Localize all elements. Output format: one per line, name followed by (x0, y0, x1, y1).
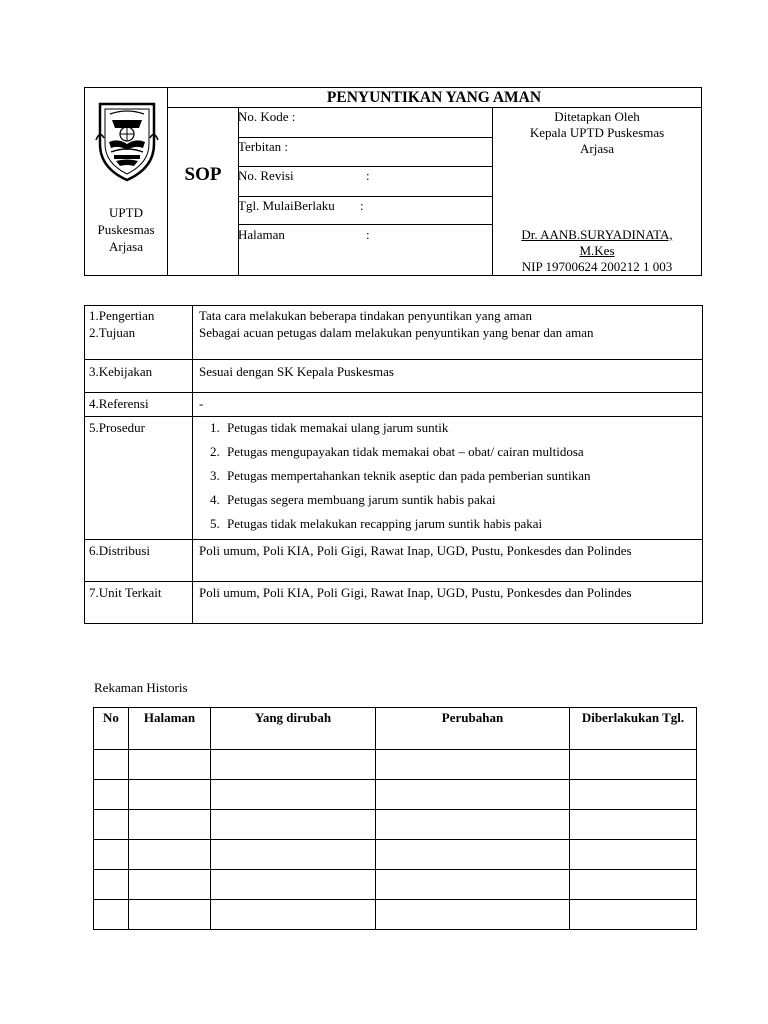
org-name (85, 204, 167, 255)
field-label: No. Revisi (238, 168, 294, 183)
org-name-line: UPTD (109, 205, 143, 220)
table-cell (129, 810, 211, 840)
document-title: PENYUNTIKAN YANG AMAN (326, 89, 542, 106)
signer-block (493, 227, 701, 275)
table-row (94, 780, 697, 810)
table-cell (211, 780, 376, 810)
history-title: Rekaman Historis (94, 680, 188, 695)
table-cell (570, 900, 697, 930)
divider (167, 107, 701, 108)
field-terbitan (238, 139, 288, 155)
row-label: 6.Distribusi (85, 540, 193, 582)
org-name-line: Arjasa (109, 239, 143, 254)
row-label: 3.Kebijakan (85, 360, 193, 393)
table-row (85, 360, 703, 393)
field-label: Halaman (238, 227, 285, 242)
table-cell (94, 780, 129, 810)
procedure-step: 1. Petugas tidak memakai ulang jarum suntik (223, 420, 696, 436)
divider (238, 137, 493, 138)
row-text: Sesuai dengan SK Kepala Puskesmas (193, 360, 703, 393)
column-header: No (94, 708, 129, 750)
field-no-revisi (238, 168, 294, 184)
table-row (85, 393, 703, 417)
table-cell (211, 900, 376, 930)
table-cell (211, 750, 376, 780)
table-row (85, 540, 703, 582)
table-cell (129, 780, 211, 810)
row-text: Tata cara melakukan beberapa tindakan penyuntikan yang aman (193, 306, 703, 325)
table-cell (570, 840, 697, 870)
history-header-row (94, 708, 697, 750)
row-label: 2.Tujuan (85, 324, 193, 360)
divider (238, 224, 493, 225)
table-cell (376, 870, 570, 900)
org-name-line: Puskesmas (97, 222, 155, 237)
table-cell (570, 870, 697, 900)
field-tgl-mulai-berlaku (238, 198, 335, 214)
table-cell (94, 750, 129, 780)
approval-line: Kepala UPTD Puskesmas (529, 125, 665, 140)
history-table (93, 707, 697, 930)
row-text: Poli umum, Poli KIA, Poli Gigi, Rawat Inap, UGD, Pustu, Ponkesdes dan Polindes (193, 582, 703, 624)
divider (238, 107, 239, 275)
table-cell (94, 900, 129, 930)
table-cell (211, 870, 376, 900)
table-cell (94, 810, 129, 840)
table-cell (376, 900, 570, 930)
table-cell (376, 810, 570, 840)
table-cell (129, 870, 211, 900)
procedure-cell (193, 417, 703, 540)
table-row (85, 417, 703, 540)
row-text: - (193, 393, 703, 417)
field-value: : (366, 227, 370, 242)
table-cell (376, 750, 570, 780)
table-cell (129, 900, 211, 930)
approval-line: Ditetapkan Oleh (554, 109, 640, 124)
column-header: Diberlakukan Tgl. (570, 708, 697, 750)
row-label: 5.Prosedur (85, 417, 193, 540)
procedure-list (199, 420, 696, 532)
table-cell (376, 840, 570, 870)
table-row (85, 324, 703, 360)
table-cell (94, 840, 129, 870)
row-label: 7.Unit Terkait (85, 582, 193, 624)
row-text: Sebagai acuan petugas dalam melakukan penyuntikan yang benar dan aman (193, 324, 703, 360)
table-cell (94, 870, 129, 900)
divider (238, 196, 493, 197)
procedure-step: 3. Petugas mempertahankan teknik aseptic dan pada pemberian suntikan (223, 468, 696, 484)
field-label: Tgl. MulaiBerlaku (238, 198, 335, 213)
table-cell (570, 750, 697, 780)
sop-header (84, 87, 702, 276)
approval-block (493, 109, 701, 157)
field-no-kode (238, 109, 295, 125)
table-row (85, 306, 703, 325)
table-cell (376, 780, 570, 810)
sop-label: SOP (184, 164, 222, 185)
row-label: 1.Pengertian (85, 306, 193, 325)
divider (238, 166, 493, 167)
table-cell (211, 810, 376, 840)
table-cell (129, 840, 211, 870)
table-row (94, 900, 697, 930)
field-label: No. Kode : (238, 109, 296, 124)
table-row (94, 870, 697, 900)
procedure-step: 5. Petugas tidak melakukan recapping jarum suntik habis pakai (223, 516, 696, 532)
field-halaman (238, 227, 285, 243)
table-cell (211, 840, 376, 870)
field-value: : (366, 168, 370, 183)
row-label: 4.Referensi (85, 393, 193, 417)
table-row (94, 840, 697, 870)
column-header: Perubahan (376, 708, 570, 750)
approval-line: Arjasa (580, 141, 614, 156)
table-row (94, 810, 697, 840)
table-row (85, 582, 703, 624)
row-text: Poli umum, Poli KIA, Poli Gigi, Rawat Inap, UGD, Pustu, Ponkesdes dan Polindes (193, 540, 703, 582)
regency-emblem-logo (94, 100, 160, 184)
signer-title: M.Kes (579, 243, 615, 258)
field-label: Terbitan : (238, 139, 288, 154)
sop-content-table (84, 305, 703, 624)
signer-nip: NIP 19700624 200212 1 003 (521, 259, 673, 274)
table-cell (570, 780, 697, 810)
table-cell (129, 750, 211, 780)
procedure-step: 4. Petugas segera membuang jarum suntik habis pakai (223, 492, 696, 508)
column-header: Halaman (129, 708, 211, 750)
table-cell (570, 810, 697, 840)
signer-name: Dr. AANB.SURYADINATA, (521, 227, 673, 242)
procedure-step: 2. Petugas mengupayakan tidak memakai obat – obat/ cairan multidosa (223, 444, 696, 460)
field-value: : (360, 198, 364, 213)
column-header: Yang dirubah (211, 708, 376, 750)
table-row (94, 750, 697, 780)
